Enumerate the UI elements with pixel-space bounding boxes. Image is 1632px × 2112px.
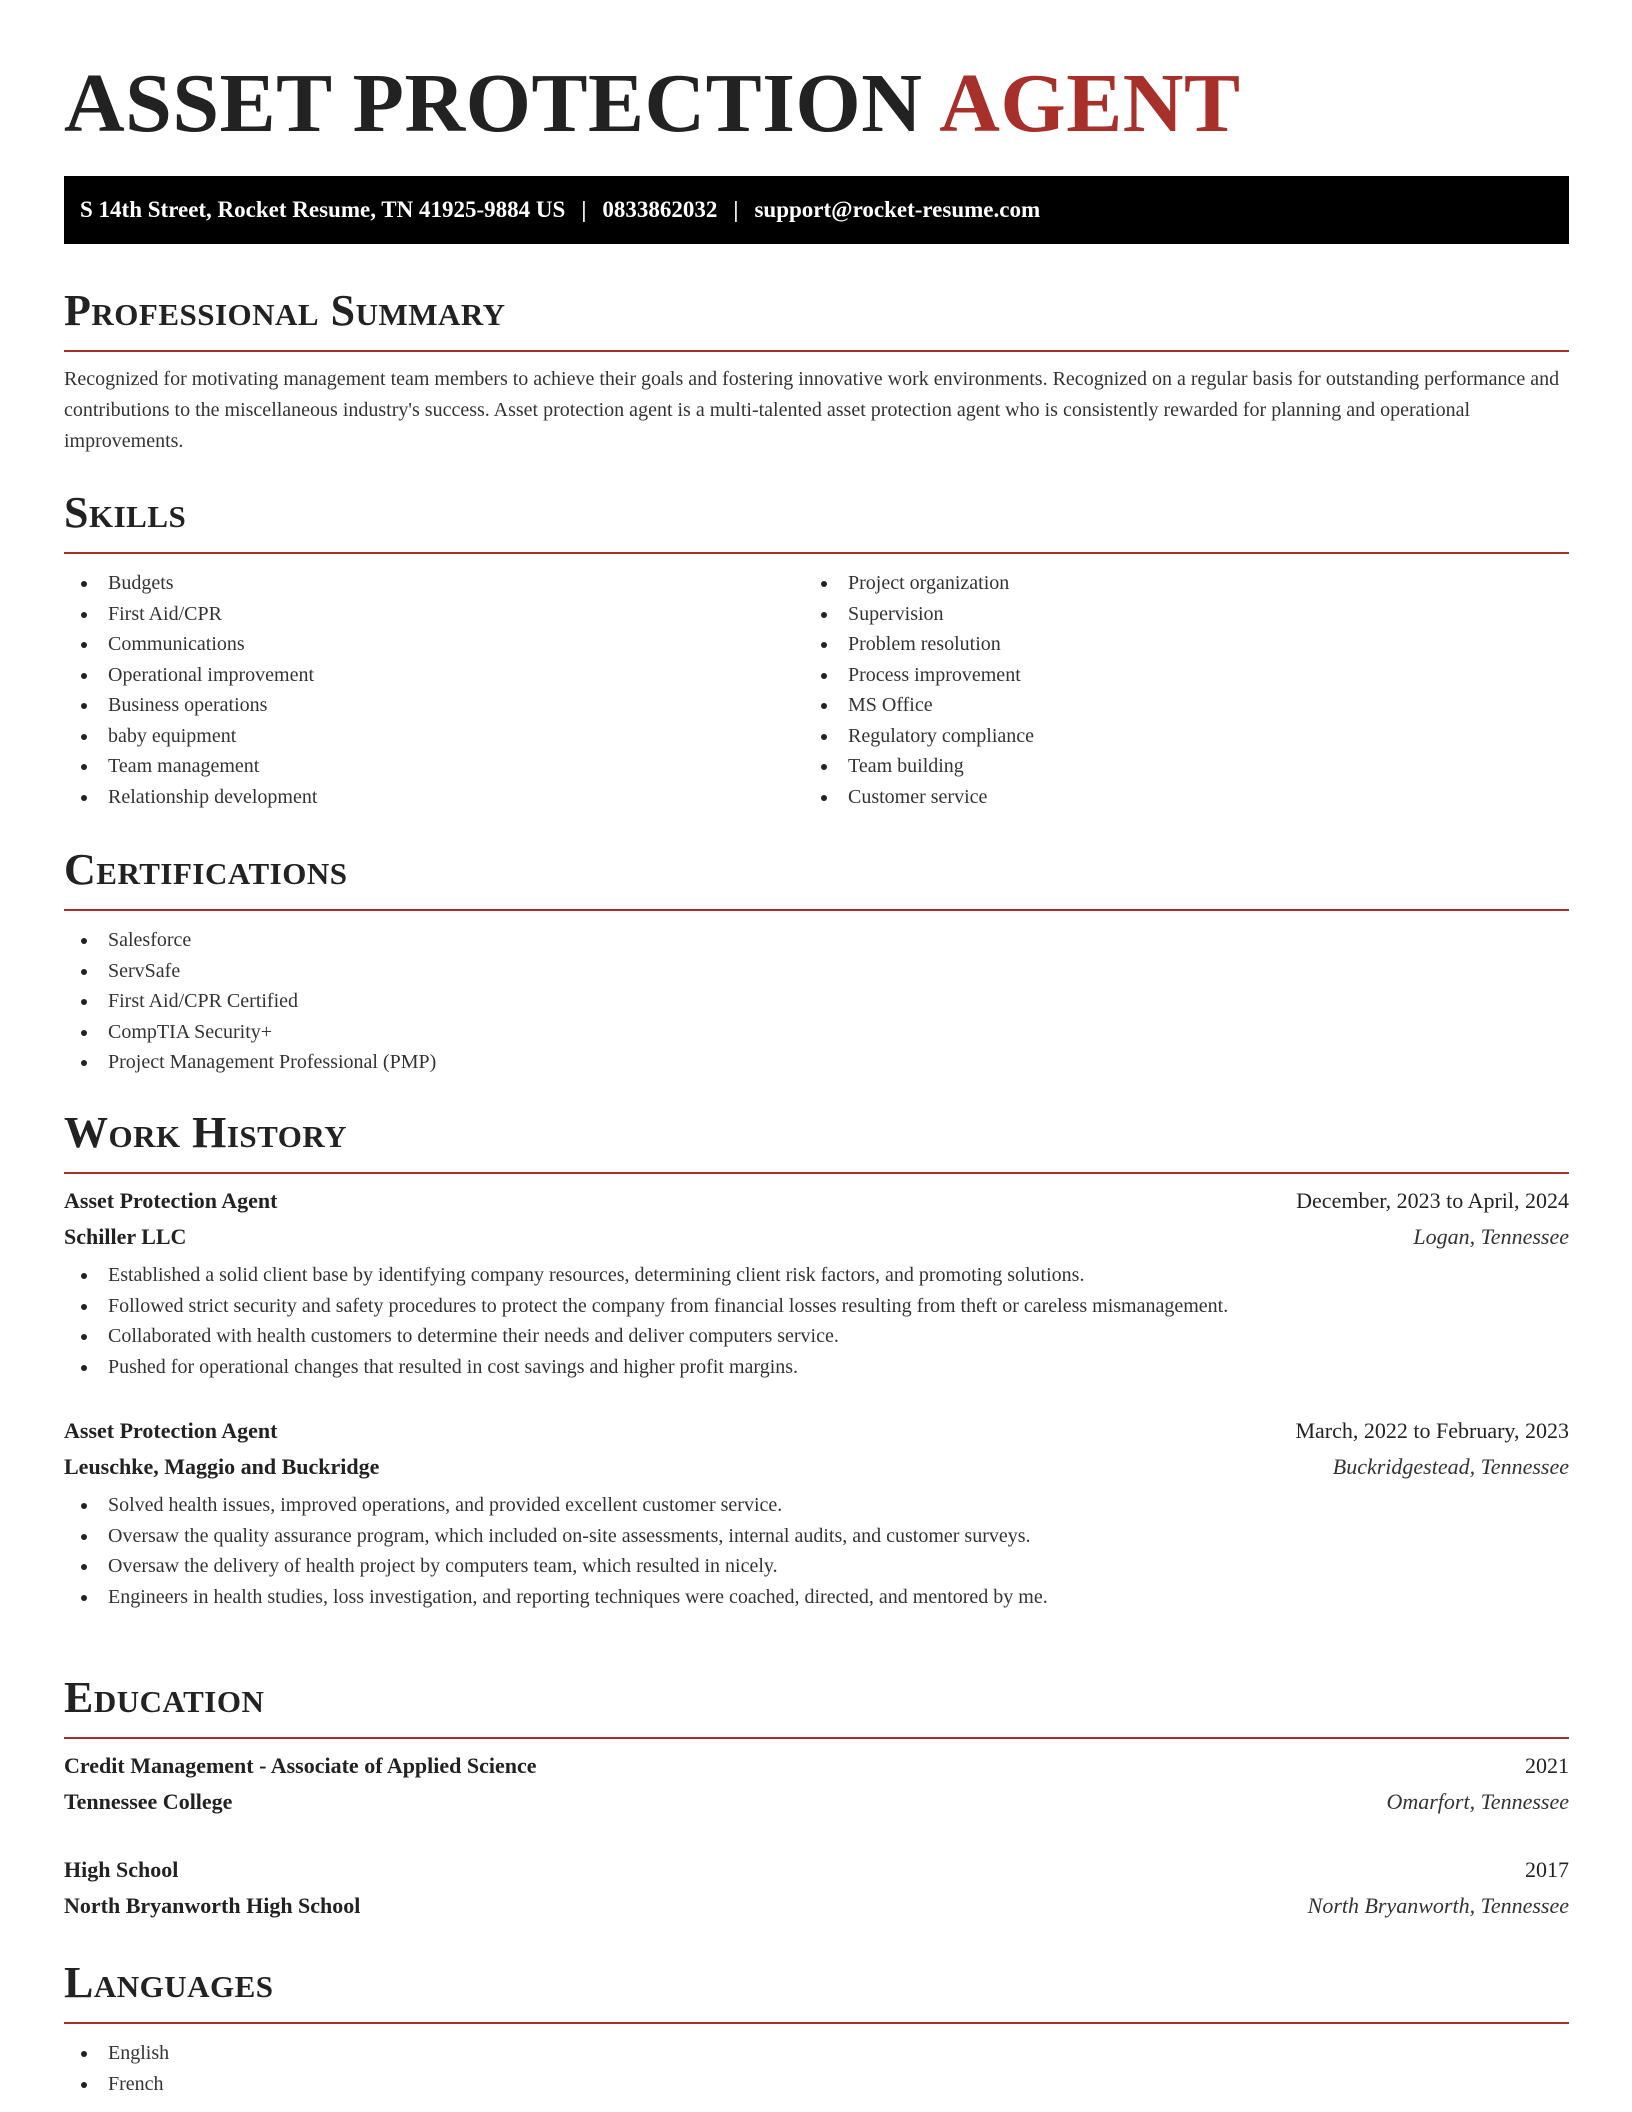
- skill-item: Project organization: [804, 568, 1544, 599]
- language-item: English: [64, 2038, 1569, 2069]
- job-title: Asset Protection Agent: [64, 1188, 278, 1213]
- skills-columns: [64, 568, 1569, 812]
- job-company: Leuschke, Maggio and Buckridge: [64, 1454, 380, 1479]
- skill-item: Budgets: [64, 568, 804, 599]
- skill-item: Team building: [804, 751, 1544, 782]
- education-school: Tennessee College: [64, 1789, 233, 1814]
- skills-list-left: [64, 568, 804, 812]
- job-duties-list: [64, 1490, 1569, 1612]
- job-location: Logan, Tennessee: [1413, 1224, 1569, 1249]
- skill-item: Business operations: [64, 690, 804, 721]
- certification-item: Salesforce: [64, 925, 1569, 956]
- contact-address: S 14th Street, Rocket Resume, TN 41925-9884 US: [80, 197, 566, 222]
- job-duty-item: Solved health issues, improved operations, and provided excellent customer service.: [64, 1490, 1569, 1521]
- education-degree: High School: [64, 1857, 179, 1882]
- contact-bar: [64, 176, 1569, 244]
- education-school-row: [64, 1789, 1569, 1825]
- education-entry: [64, 1857, 1569, 1929]
- skill-item: Supervision: [804, 599, 1544, 630]
- language-item: French: [64, 2069, 1569, 2100]
- skill-item: Relationship development: [64, 782, 804, 813]
- work-history-section: [64, 1108, 1569, 1612]
- section-title: Certifications: [64, 845, 348, 894]
- contact-separator: |: [733, 197, 739, 222]
- skill-item: First Aid/CPR: [64, 599, 804, 630]
- contact-email[interactable]: support@rocket-resume.com: [754, 197, 1041, 222]
- section-divider: [64, 1737, 1569, 1739]
- education-section: [64, 1673, 1569, 1929]
- education-year: 2021: [1525, 1753, 1569, 1778]
- skill-item: MS Office: [804, 690, 1544, 721]
- education-location: North Bryanworth, Tennessee: [1307, 1893, 1569, 1918]
- skill-item: Problem resolution: [804, 629, 1544, 660]
- job-company: Schiller LLC: [64, 1224, 187, 1249]
- job-location: Buckridgestead, Tennessee: [1332, 1454, 1569, 1479]
- skill-item: Communications: [64, 629, 804, 660]
- job-duty-item: Collaborated with health customers to determine their needs and deliver computers service.: [64, 1321, 1569, 1352]
- job-header-row: [64, 1418, 1569, 1454]
- job-duty-item: Established a solid client base by identifying company resources, determining client risk factors, and promoting solutions.: [64, 1260, 1569, 1291]
- job-duty-item: Followed strict security and safety procedures to protect the company from financial losses resulting from theft or careless mismanagement.: [64, 1291, 1569, 1322]
- job-duty-item: Pushed for operational changes that resulted in cost savings and higher profit margins.: [64, 1352, 1569, 1383]
- education-entry: [64, 1753, 1569, 1825]
- job-entry: [64, 1188, 1569, 1382]
- job-dates: March, 2022 to February, 2023: [1295, 1418, 1569, 1443]
- skill-item: Team management: [64, 751, 804, 782]
- skills-section: [64, 488, 1569, 812]
- job-company-row: [64, 1454, 1569, 1490]
- section-divider: [64, 1172, 1569, 1174]
- contact-phone[interactable]: 0833862032: [602, 197, 718, 222]
- contact-separator: |: [581, 197, 587, 222]
- job-duties-list: [64, 1260, 1569, 1382]
- section-divider: [64, 552, 1569, 554]
- certification-item: CompTIA Security+: [64, 1017, 1569, 1048]
- education-school-row: [64, 1893, 1569, 1929]
- section-divider: [64, 909, 1569, 911]
- certification-item: ServSafe: [64, 956, 1569, 987]
- education-location: Omarfort, Tennessee: [1386, 1789, 1569, 1814]
- job-duty-item: Engineers in health studies, loss investigation, and reporting techniques were coached, directed, and mentored by me.: [64, 1582, 1569, 1613]
- section-title: Education: [64, 1673, 265, 1722]
- job-dates: December, 2023 to April, 2024: [1296, 1188, 1569, 1213]
- certifications-section: [64, 845, 1569, 1078]
- languages-section: [64, 1958, 1569, 2099]
- section-divider: [64, 2022, 1569, 2024]
- skill-item: Regulatory compliance: [804, 721, 1544, 752]
- name-accent: AGENT: [939, 57, 1241, 150]
- section-divider: [64, 350, 1569, 352]
- section-title: Skills: [64, 488, 187, 537]
- skill-item: Customer service: [804, 782, 1544, 813]
- certification-item: First Aid/CPR Certified: [64, 986, 1569, 1017]
- name-main: ASSET PROTECTION: [64, 57, 923, 150]
- job-title: Asset Protection Agent: [64, 1418, 278, 1443]
- skill-item: Process improvement: [804, 660, 1544, 691]
- job-entry: [64, 1418, 1569, 1612]
- certifications-list: [64, 925, 1569, 1078]
- education-school: North Bryanworth High School: [64, 1893, 361, 1918]
- job-duty-item: Oversaw the quality assurance program, which included on-site assessments, internal audits, and customer surveys.: [64, 1521, 1569, 1552]
- summary-section: [64, 286, 1569, 457]
- resume-name: [64, 56, 1240, 152]
- job-duty-item: Oversaw the delivery of health project by computers team, which resulted in nicely.: [64, 1551, 1569, 1582]
- education-degree: Credit Management - Associate of Applied Science: [64, 1753, 537, 1778]
- section-title: Work History: [64, 1108, 348, 1157]
- summary-text: Recognized for motivating management team members to achieve their goals and fostering innovative work environments. Recognized on a regular basis for outstanding performance and contributions to the miscellaneous industry's success. Asset protection agent is a multi-talented asset protection agent who is consistently rewarded for planning and operational improvements.: [64, 368, 1560, 452]
- skill-item: Operational improvement: [64, 660, 804, 691]
- skill-item: baby equipment: [64, 721, 804, 752]
- languages-list: [64, 2038, 1569, 2099]
- section-title: Professional Summary: [64, 286, 506, 335]
- education-header-row: [64, 1857, 1569, 1893]
- section-title: Languages: [64, 1958, 274, 2007]
- job-header-row: [64, 1188, 1569, 1224]
- certification-item: Project Management Professional (PMP): [64, 1047, 1569, 1078]
- education-header-row: [64, 1753, 1569, 1789]
- education-year: 2017: [1525, 1857, 1569, 1882]
- job-company-row: [64, 1224, 1569, 1260]
- skills-list-right: [804, 568, 1544, 812]
